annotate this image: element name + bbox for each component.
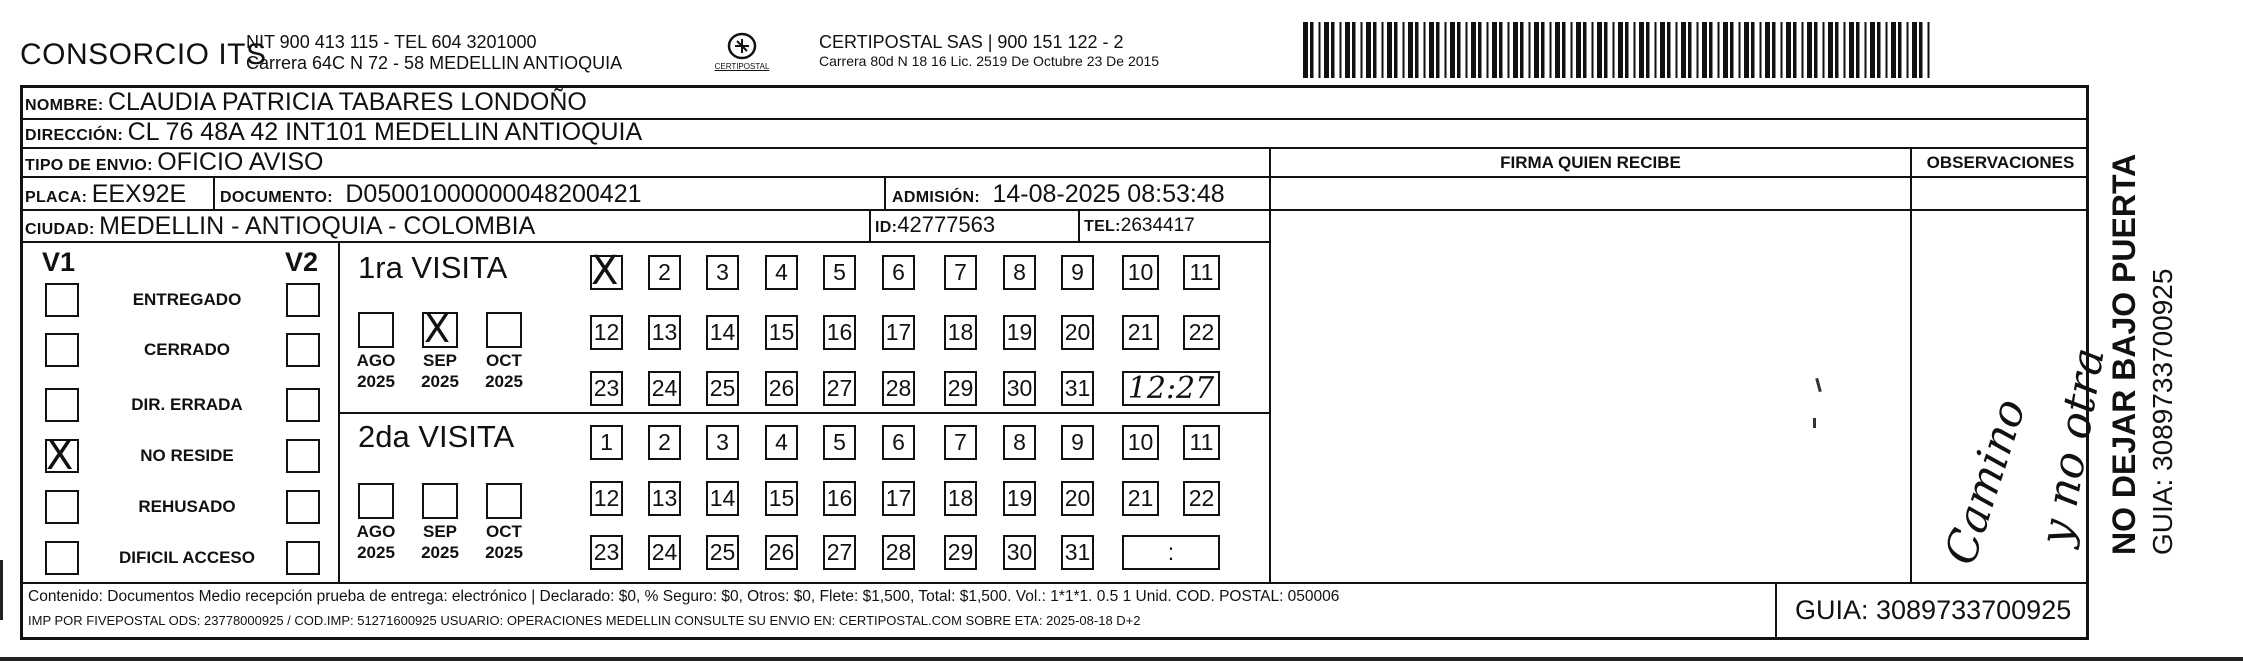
barcode-bar	[1576, 22, 1581, 78]
company-nit: NIT 900 413 115 - TEL 604 3201000	[246, 32, 537, 52]
visit2-day-5[interactable]: 5	[823, 425, 856, 460]
barcode-bar	[1912, 22, 1917, 78]
visit2-month-year: 2025	[357, 543, 395, 562]
certipostal-info	[819, 32, 1159, 69]
barcode-bar	[1660, 22, 1665, 78]
status-label-dificil-acceso: DIFICIL ACCESO	[118, 548, 255, 567]
barcode-bar	[1723, 22, 1728, 78]
divider	[338, 241, 340, 582]
admision-row	[892, 180, 1225, 209]
barcode-bar	[1865, 22, 1867, 78]
visit1-day-10[interactable]: 10	[1122, 255, 1159, 290]
placa-label: PLACA:	[25, 189, 88, 206]
v1-check-mark: X	[46, 433, 74, 479]
tel-value: 2634417	[1120, 215, 1195, 236]
barcode-bar	[1562, 22, 1566, 78]
barcode-bar	[1646, 22, 1650, 78]
barcode-bar	[1886, 22, 1888, 78]
visit1-day-28[interactable]: 28	[882, 371, 915, 406]
company-info	[246, 32, 622, 74]
barcode-bar	[1772, 22, 1776, 78]
visit1-day-30[interactable]: 30	[1003, 371, 1036, 406]
visit2-day-12[interactable]: 12	[590, 481, 623, 516]
side-text	[2100, 95, 2240, 635]
barcode-bar	[1702, 22, 1707, 78]
visit1-day-15[interactable]: 15	[765, 315, 798, 350]
visit1-day-22[interactable]: 22	[1183, 315, 1220, 350]
ciudad-value: MEDELLIN - ANTIOQUIA - COLOMBIA	[99, 212, 536, 240]
footer-contenido: Contenido: Documentos Medio recepción prueba de entrega: electrónico | Declarado: $0, % Seguro: $0, Otros: $0, Flete: $1,500, Total: $1,500. Vol.: 1*1*1. 0.5 1 Unid. COD. POSTAL: 050006	[28, 588, 1340, 605]
visit2-day-24[interactable]: 24	[648, 535, 681, 570]
v1-checkbox-entregado[interactable]	[45, 283, 79, 317]
tipo-row	[25, 148, 323, 177]
tipo-label: TIPO DE ENVIO:	[25, 157, 153, 174]
visit2-day-4[interactable]: 4	[765, 425, 798, 460]
visit2-day-11[interactable]: 11	[1183, 425, 1220, 460]
v2-checkbox-cerrado[interactable]	[286, 333, 320, 367]
v2-checkbox-dir-errada[interactable]	[286, 388, 320, 422]
visit2-day-10[interactable]: 10	[1122, 425, 1159, 460]
visit2-day-25[interactable]: 25	[706, 535, 739, 570]
barcode-bar	[1676, 22, 1678, 78]
visit1-day-19[interactable]: 19	[1003, 315, 1036, 350]
visit1-day-31[interactable]: 31	[1061, 371, 1094, 406]
divider	[338, 412, 1269, 414]
barcode-bar	[1718, 22, 1720, 78]
barcode-bar	[1891, 22, 1896, 78]
ciudad-row	[25, 212, 535, 241]
barcode-bar	[1681, 22, 1686, 78]
visit1-day-7[interactable]: 7	[944, 255, 977, 290]
barcode-bar	[1744, 22, 1749, 78]
visit2-day-28[interactable]: 28	[882, 535, 915, 570]
visit1-day-check-mark: X	[591, 248, 619, 294]
barcode-bar	[1655, 22, 1657, 78]
barcode-bar	[1604, 22, 1608, 78]
barcode-bar	[1394, 22, 1398, 78]
nombre-row	[25, 88, 587, 117]
barcode-bar	[1450, 22, 1455, 78]
visit1-day-13[interactable]: 13	[648, 315, 681, 350]
certipostal-logo	[712, 30, 772, 76]
barcode-bar	[1613, 22, 1615, 78]
certipostal-nit: CERTIPOSTAL SAS | 900 151 122 - 2	[819, 32, 1124, 52]
status-label-cerrado: CERRADO	[144, 340, 230, 359]
barcode-bar	[1529, 22, 1531, 78]
visit2-month-sep-label	[415, 521, 465, 563]
visit2-day-26[interactable]: 26	[765, 535, 798, 570]
signature-mark	[1813, 418, 1816, 428]
admision-label: ADMISIÓN:	[892, 189, 981, 206]
visit1-month-sep-label	[415, 350, 465, 392]
visit2-day-8[interactable]: 8	[1003, 425, 1036, 460]
documento-label: DOCUMENTO:	[220, 189, 333, 206]
barcode-bar	[1667, 22, 1671, 78]
logo-caption: CERTIPOSTAL	[714, 62, 770, 71]
visit1-day-20[interactable]: 20	[1061, 315, 1094, 350]
visit1-day-27[interactable]: 27	[823, 371, 856, 406]
visit1-month-oct-label	[479, 350, 529, 392]
barcode-bar	[1835, 22, 1839, 78]
placa-value: EEX92E	[91, 180, 187, 208]
visit1-month-ago-label	[351, 350, 401, 392]
barcode-bar	[1445, 22, 1447, 78]
barcode-bar	[1382, 22, 1384, 78]
barcode	[1303, 22, 1939, 78]
barcode-bar	[1928, 22, 1930, 78]
visit1-month-oct-checkbox[interactable]	[486, 312, 522, 348]
barcode-bar	[1373, 22, 1377, 78]
direccion-value: CL 76 48A 42 INT101 MEDELLIN ANTIOQUIA	[127, 118, 643, 146]
barcode-bar	[1471, 22, 1476, 78]
divider	[20, 241, 1269, 243]
barcode-bar	[1814, 22, 1818, 78]
visit1-day-17[interactable]: 17	[882, 315, 915, 350]
barcode-bar	[1520, 22, 1524, 78]
visit1-month-name: AGO	[356, 351, 396, 370]
nombre-value: CLAUDIA PATRICIA TABARES LONDOÑO	[108, 88, 587, 116]
divider	[1775, 582, 1777, 637]
visit2-title: 2da VISITA	[358, 419, 515, 454]
tel-label: TEL:	[1084, 218, 1121, 235]
visit1-day-21[interactable]: 21	[1122, 315, 1159, 350]
barcode-bar	[1424, 22, 1426, 78]
visit2-time-field[interactable]: :	[1122, 535, 1220, 570]
documento-row	[220, 180, 642, 209]
direccion-row	[25, 118, 642, 147]
barcode-bar	[1492, 22, 1497, 78]
visit2-day-3[interactable]: 3	[706, 425, 739, 460]
barcode-bar	[1331, 22, 1335, 78]
barcode-bar	[1541, 22, 1545, 78]
divider	[20, 209, 1269, 211]
visit1-day-9[interactable]: 9	[1061, 255, 1094, 290]
barcode-bar	[1429, 22, 1434, 78]
visit2-month-year: 2025	[485, 543, 523, 562]
firma-header: FIRMA QUIEN RECIBE	[1500, 153, 1681, 172]
barcode-bar	[1730, 22, 1734, 78]
barcode-bar	[1781, 22, 1783, 78]
v1-header: V1	[42, 247, 76, 277]
barcode-bar	[1688, 22, 1692, 78]
barcode-bar	[1739, 22, 1741, 78]
visit1-day-6[interactable]: 6	[882, 255, 915, 290]
barcode-bar	[1310, 22, 1314, 78]
certipostal-license: Carrera 80d N 18 16 Lic. 2519 De Octubre 23 De 2015	[819, 53, 1160, 69]
visit1-day-8[interactable]: 8	[1003, 255, 1036, 290]
barcode-bar	[1765, 22, 1770, 78]
barcode-bar	[1513, 22, 1518, 78]
barcode-bar	[1508, 22, 1510, 78]
nombre-label: NOMBRE:	[25, 97, 104, 114]
visit2-day-21[interactable]: 21	[1122, 481, 1159, 516]
barcode-bar	[1751, 22, 1755, 78]
barcode-bar	[1487, 22, 1489, 78]
visit1-time-field[interactable]: 12:27	[1122, 371, 1220, 406]
company-address: Carrera 64C N 72 - 58 MEDELLIN ANTIOQUIA	[246, 53, 623, 73]
barcode-bar	[1856, 22, 1860, 78]
barcode-bar	[1877, 22, 1881, 78]
visit2-day-22[interactable]: 22	[1183, 481, 1220, 516]
visit1-day-24[interactable]: 24	[648, 371, 681, 406]
divider	[869, 209, 871, 241]
scan-edge	[0, 657, 2243, 661]
id-label: ID:	[875, 219, 898, 236]
barcode-bar	[1550, 22, 1552, 78]
visit1-day-16[interactable]: 16	[823, 315, 856, 350]
v1-checkbox-dir-errada[interactable]	[45, 388, 79, 422]
barcode-bar	[1319, 22, 1321, 78]
documento-value: D05001000000048200421	[345, 180, 642, 208]
visit1-month-year: 2025	[421, 372, 459, 391]
divider	[1269, 209, 2089, 211]
visit1-day-3[interactable]: 3	[706, 255, 739, 290]
v1-checkbox-cerrado[interactable]	[45, 333, 79, 367]
barcode-bar	[1907, 22, 1909, 78]
visit1-day-29[interactable]: 29	[944, 371, 977, 406]
barcode-bar	[1634, 22, 1636, 78]
visit2-day-7[interactable]: 7	[944, 425, 977, 460]
barcode-bar	[1571, 22, 1573, 78]
barcode-bar	[1793, 22, 1797, 78]
visit2-day-17[interactable]: 17	[882, 481, 915, 516]
status-label-rehusado: REHUSADO	[138, 497, 236, 516]
status-label-dir-errada: DIR. ERRADA	[131, 395, 243, 414]
visit2-month-oct-label	[479, 521, 529, 563]
v2-header: V2	[285, 247, 319, 277]
barcode-bar	[1618, 22, 1623, 78]
footer-guia: GUIA: 3089733700925	[1795, 595, 2072, 625]
barcode-image	[1303, 22, 1939, 78]
visit1-day-18[interactable]: 18	[944, 315, 977, 350]
visit2-month-year: 2025	[421, 543, 459, 562]
visit1-day-12[interactable]: 12	[590, 315, 623, 350]
visit2-month-name: OCT	[486, 522, 522, 541]
barcode-bar	[1597, 22, 1602, 78]
barcode-bar	[1345, 22, 1350, 78]
visit2-day-29[interactable]: 29	[944, 535, 977, 570]
barcode-bar	[1499, 22, 1503, 78]
visit1-month-year: 2025	[357, 372, 395, 391]
side-warning: NO DEJAR BAJO PUERTA	[2106, 153, 2142, 555]
divider	[20, 147, 2089, 149]
visit1-title: 1ra VISITA	[358, 250, 508, 285]
visit2-day-19[interactable]: 19	[1003, 481, 1036, 516]
visit2-day-30[interactable]: 30	[1003, 535, 1036, 570]
visit2-day-23[interactable]: 23	[590, 535, 623, 570]
visit2-day-18[interactable]: 18	[944, 481, 977, 516]
barcode-bar	[1592, 22, 1594, 78]
tel-row	[1084, 215, 1195, 237]
visit1-day-25[interactable]: 25	[706, 371, 739, 406]
ciudad-label: CIUDAD:	[25, 221, 95, 238]
visit1-month-name: SEP	[422, 351, 458, 370]
barcode-bar	[1898, 22, 1902, 78]
barcode-bar	[1786, 22, 1791, 78]
visit2-day-14[interactable]: 14	[706, 481, 739, 516]
barcode-bar	[1919, 22, 1923, 78]
divider	[1269, 147, 1271, 582]
divider	[1078, 209, 1080, 241]
visit1-month-check-mark: X	[424, 307, 451, 351]
visit1-month-ago-checkbox[interactable]	[358, 312, 394, 348]
barcode-bar	[1408, 22, 1413, 78]
visit1-day-5[interactable]: 5	[823, 255, 856, 290]
v1-checkbox-dificil-acceso[interactable]	[45, 541, 79, 575]
visit2-month-name: AGO	[356, 522, 396, 541]
v2-checkbox-entregado[interactable]	[286, 283, 320, 317]
visit1-month-name: OCT	[486, 351, 522, 370]
barcode-bar	[1366, 22, 1371, 78]
v2-checkbox-dificil-acceso[interactable]	[286, 541, 320, 575]
divider	[1910, 147, 1912, 582]
visit2-day-27[interactable]: 27	[823, 535, 856, 570]
visit2-day-1[interactable]: 1	[590, 425, 623, 460]
barcode-bar	[1403, 22, 1405, 78]
id-value: 42777563	[897, 212, 996, 237]
barcode-bar	[1823, 22, 1825, 78]
v1-checkbox-rehusado[interactable]	[45, 490, 79, 524]
status-label-no-reside: NO RESIDE	[140, 446, 234, 465]
visit2-month-name: SEP	[422, 522, 458, 541]
divider	[20, 582, 2089, 584]
visit1-day-14[interactable]: 14	[706, 315, 739, 350]
visit2-month-ago-checkbox[interactable]	[358, 483, 394, 519]
divider	[884, 176, 886, 209]
barcode-bar	[1361, 22, 1363, 78]
visit1-day-4[interactable]: 4	[765, 255, 798, 290]
barcode-bar	[1802, 22, 1804, 78]
placa-row	[25, 180, 186, 209]
visit2-day-16[interactable]: 16	[823, 481, 856, 516]
barcode-bar	[1303, 22, 1308, 78]
visit2-day-15[interactable]: 15	[765, 481, 798, 516]
barcode-bar	[1583, 22, 1587, 78]
observation-line-2: y no otra	[2030, 343, 2115, 549]
barcode-bar	[1828, 22, 1833, 78]
barcode-bar	[1709, 22, 1713, 78]
side-guia: GUIA: 3089733700925	[2147, 268, 2178, 555]
visit2-day-2[interactable]: 2	[648, 425, 681, 460]
visit2-day-20[interactable]: 20	[1061, 481, 1094, 516]
visit1-day-23[interactable]: 23	[590, 371, 623, 406]
barcode-bar	[1415, 22, 1419, 78]
barcode-bar	[1870, 22, 1875, 78]
scan-edge	[0, 560, 3, 620]
footer-imp: IMP POR FIVEPOSTAL ODS: 23778000925 / COD.IMP: 51271600925 USUARIO: OPERACIONES MEDELLIN CONSULTE SU ENVIO EN: CERTIPOSTAL.COM SOBRE ETA: 2025-08-18 D+2	[28, 613, 1141, 628]
barcode-bar	[1844, 22, 1846, 78]
visit1-month-year: 2025	[485, 372, 523, 391]
visit1-day-11[interactable]: 11	[1183, 255, 1220, 290]
divider	[213, 176, 215, 209]
visit2-day-6[interactable]: 6	[882, 425, 915, 460]
barcode-bar	[1436, 22, 1440, 78]
visit2-day-9[interactable]: 9	[1061, 425, 1094, 460]
barcode-bar	[1466, 22, 1468, 78]
v2-checkbox-rehusado[interactable]	[286, 490, 320, 524]
barcode-bar	[1760, 22, 1762, 78]
admision-value: 14-08-2025 08:53:48	[992, 180, 1225, 208]
observation-line-1: Camino	[1935, 392, 2037, 571]
barcode-bar	[1352, 22, 1356, 78]
visit2-day-13[interactable]: 13	[648, 481, 681, 516]
barcode-bar	[1534, 22, 1539, 78]
tipo-value: OFICIO AVISO	[157, 148, 324, 176]
barcode-bar	[1625, 22, 1629, 78]
barcode-bar	[1807, 22, 1812, 78]
divider	[20, 176, 2089, 178]
visit1-day-2[interactable]: 2	[648, 255, 681, 290]
barcode-bar	[1849, 22, 1854, 78]
company-name: CONSORCIO ITS	[20, 38, 267, 71]
barcode-bar	[1387, 22, 1392, 78]
barcode-bar	[1639, 22, 1644, 78]
barcode-bar	[1457, 22, 1461, 78]
visit2-month-oct-checkbox[interactable]	[486, 483, 522, 519]
id-row	[875, 212, 995, 238]
barcode-bar	[1697, 22, 1699, 78]
v2-checkbox-no-reside[interactable]	[286, 439, 320, 473]
barcode-bar	[1478, 22, 1482, 78]
visit2-month-ago-label	[351, 521, 401, 563]
visit2-month-sep-checkbox[interactable]	[422, 483, 458, 519]
visit1-day-26[interactable]: 26	[765, 371, 798, 406]
status-label-entregado: ENTREGADO	[132, 290, 242, 309]
barcode-bar	[1555, 22, 1560, 78]
barcode-bar	[1340, 22, 1342, 78]
barcode-bar	[1324, 22, 1329, 78]
direccion-label: DIRECCIÓN:	[25, 127, 124, 144]
observaciones-header: OBSERVACIONES	[1926, 153, 2075, 172]
visit2-day-31[interactable]: 31	[1061, 535, 1094, 570]
